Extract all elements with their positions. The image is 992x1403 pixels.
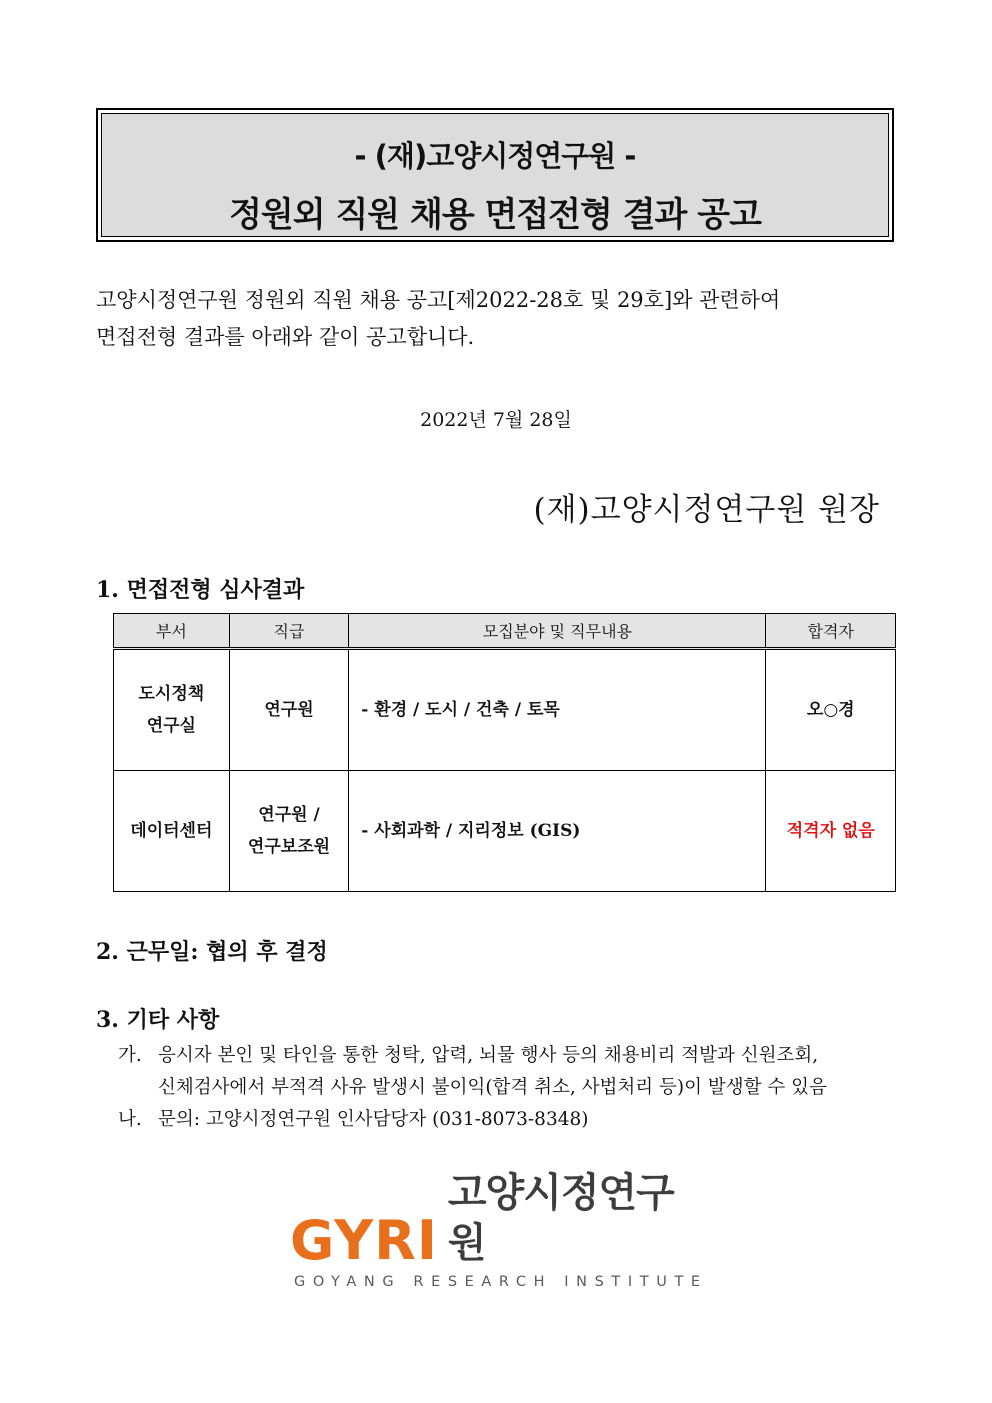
title-inner xyxy=(101,113,889,237)
logo-name-en: GOYANG RESEARCH INSTITUTE xyxy=(294,1274,708,1290)
table-header-row xyxy=(114,614,896,649)
dept-line: 연구실 xyxy=(146,716,196,736)
col-field: 모집분야 및 직무내용 xyxy=(349,614,766,649)
result-cell-none: 적격자 없음 xyxy=(766,771,896,892)
gyri-logo xyxy=(290,1170,710,1290)
rank-line: 연구원 / xyxy=(258,805,320,825)
logo-name-kr: 고양시정연구원 xyxy=(447,1170,674,1266)
dept-line: 도시정책 xyxy=(138,684,205,704)
intro-line-1: 고양시정연구원 정원외 직원 채용 공고[제2022-28호 및 29호]와 관련하여 xyxy=(96,288,781,312)
note-marker: 가. xyxy=(118,1045,142,1066)
section-3-heading: 3. 기타 사항 xyxy=(96,1007,220,1033)
note-line: 문의: 고양시정연구원 인사담당자 (031-8073-8348) xyxy=(158,1109,589,1130)
table-row xyxy=(114,649,896,771)
list-item xyxy=(118,1040,908,1104)
rank-line: 연구원 xyxy=(264,700,314,720)
col-dept: 부서 xyxy=(114,614,230,649)
rank-cell xyxy=(229,649,349,771)
logo-mark: GYRI xyxy=(290,1209,438,1272)
intro-paragraph xyxy=(96,282,896,356)
list-item xyxy=(118,1104,908,1136)
result-cell: 오○경 xyxy=(766,649,896,771)
intro-line-2: 면접전형 결과를 아래와 같이 공고합니다. xyxy=(96,325,475,349)
note-text xyxy=(158,1104,588,1136)
note-marker: 나. xyxy=(118,1109,142,1130)
result-table xyxy=(113,613,896,892)
table-row xyxy=(114,771,896,892)
note-text xyxy=(158,1040,827,1104)
title-org: - (재)고양시정연구원 - xyxy=(354,139,636,173)
rank-cell xyxy=(229,771,349,892)
field-cell: - 사회과학 / 지리정보 (GIS) xyxy=(349,771,766,892)
section-1-heading: 1. 면접전형 심사결과 xyxy=(96,577,305,603)
logo-top xyxy=(290,1170,710,1272)
page-title: 정원외 직원 채용 면접전형 결과 공고 xyxy=(229,195,761,235)
dept-cell xyxy=(114,649,230,771)
dept-cell xyxy=(114,771,230,892)
title-box xyxy=(96,108,894,242)
col-rank: 직급 xyxy=(229,614,349,649)
notes-list xyxy=(118,1040,908,1136)
signature: (재)고양시정연구원 원장 xyxy=(533,492,880,528)
col-result: 합격자 xyxy=(766,614,896,649)
field-cell: - 환경 / 도시 / 건축 / 토목 xyxy=(349,649,766,771)
note-line: 신체검사에서 부적격 사유 발생시 불이익(합격 취소, 사법처리 등)이 발생할 수 있음 xyxy=(158,1077,827,1098)
rank-line: 연구보조원 xyxy=(247,837,331,857)
note-line: 응시자 본인 및 타인을 통한 청탁, 압력, 뇌물 행사 등의 채용비리 적발과 신원조회, xyxy=(158,1045,819,1066)
notice-date: 2022년 7월 28일 xyxy=(420,409,572,431)
dept-line: 데이터센터 xyxy=(130,821,213,841)
section-2-heading: 2. 근무일: 협의 후 결정 xyxy=(96,939,328,965)
